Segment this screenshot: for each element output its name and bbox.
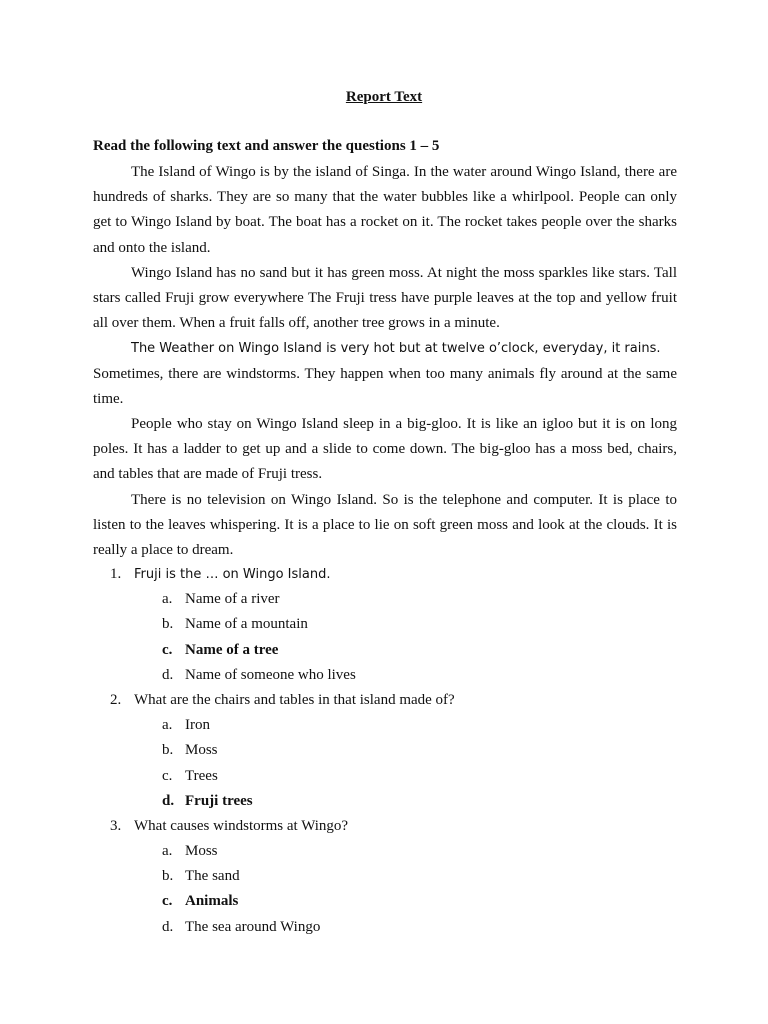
- answer-option: [93, 713, 693, 738]
- question-number: 3.: [110, 817, 122, 834]
- option-letter: d.: [162, 666, 174, 683]
- option-text: Name of a river: [185, 591, 280, 608]
- option-text: Moss: [185, 843, 218, 860]
- option-letter: c.: [162, 641, 173, 658]
- answer-option: [93, 915, 693, 940]
- question-text: Fruji is the … on Wingo Island.: [134, 567, 331, 582]
- instruction-text: Read the following text and answer the questions 1 – 5: [93, 138, 440, 154]
- question-text: What causes windstorms at Wingo?: [134, 817, 349, 834]
- option-text: Iron: [185, 717, 210, 734]
- option-text: The sea around Wingo: [185, 918, 321, 935]
- option-text: The sand: [185, 868, 240, 885]
- question-item: [93, 688, 693, 713]
- passage-paragraph: Sometimes, there are windstorms. They happen when too many animals fly around at the same time.: [93, 365, 677, 407]
- question-text: What are the chairs and tables in that island made of?: [134, 691, 455, 708]
- answer-option: [93, 663, 693, 688]
- option-letter: d.: [162, 792, 175, 809]
- option-text: Trees: [185, 767, 218, 784]
- option-text: Fruji trees: [185, 792, 253, 809]
- reading-passage: [93, 160, 677, 563]
- option-text: Animals: [185, 893, 239, 910]
- passage-paragraph: Wingo Island has no sand but it has green moss. At night the moss sparkles like stars. Tall stars called Fruji grow everywhere The Fruji tress have purple leaves at the top and yellow fruit all over them. When a fruit falls off, another tree grows in a minute.: [93, 264, 677, 332]
- answer-option: [93, 587, 693, 612]
- question-number: 1.: [110, 566, 122, 582]
- option-letter: a.: [162, 591, 173, 608]
- answer-option-correct: [93, 889, 693, 914]
- option-text: Name of a tree: [185, 641, 279, 658]
- passage-paragraph: The Weather on Wingo Island is very hot but at twelve o’clock, everyday, it rains.: [131, 341, 661, 357]
- option-text: Name of someone who lives: [185, 666, 356, 683]
- answer-option: [93, 864, 693, 889]
- passage-paragraph: There is no television on Wingo Island. So is the telephone and computer. It is place to listen to the leaves whispering. It is a place to lie on soft green moss and look at the clouds. It is really a place to dream.: [93, 491, 677, 559]
- option-letter: a.: [162, 717, 173, 734]
- option-letter: c.: [162, 893, 173, 910]
- option-letter: d.: [162, 918, 174, 935]
- answer-option: [93, 764, 693, 789]
- passage-paragraph: People who stay on Wingo Island sleep in a big-gloo. It is like an igloo but it is on long poles. It has a ladder to get up and a slide to come down. The big-gloo has a moss bed, chairs, and tables that are made of Fruji tress.: [93, 416, 677, 483]
- option-letter: b.: [162, 616, 174, 633]
- question-list: [93, 562, 693, 940]
- option-letter: b.: [162, 868, 174, 885]
- passage-paragraph: The Island of Wingo is by the island of Singa. In the water around Wingo Island, there are hundreds of sharks. They are so many that the water bubbles like a whirlpool. People can only get to Wingo Island by boat. The boat has a rocket on it. The rocket takes people over the sharks and onto the island.: [93, 164, 677, 256]
- option-letter: a.: [162, 843, 173, 860]
- option-letter: c.: [162, 767, 173, 784]
- answer-option: [93, 839, 693, 864]
- question-item: [93, 562, 693, 587]
- answer-option: [93, 738, 693, 763]
- option-text: Name of a mountain: [185, 616, 308, 633]
- question-number: 2.: [110, 691, 122, 708]
- answer-option: [93, 612, 693, 637]
- question-item: [93, 814, 693, 839]
- option-text: Moss: [185, 742, 218, 759]
- answer-option-correct: [93, 789, 693, 814]
- answer-option-correct: [93, 638, 693, 663]
- page-title: Report Text: [345, 89, 423, 105]
- option-letter: b.: [162, 742, 174, 759]
